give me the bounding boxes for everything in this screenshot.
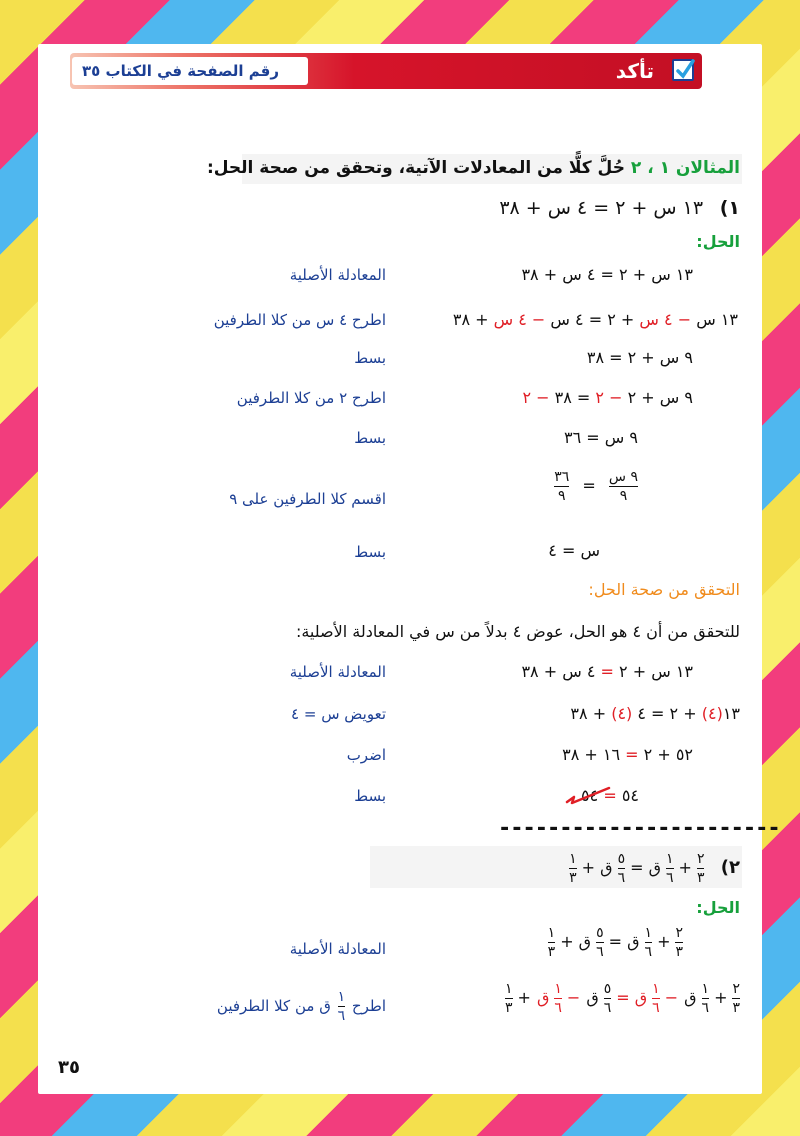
example-instruction: حُلَّ كلًّا من المعادلات الآتية، وتحقق من صحة الحل:: [206, 158, 625, 178]
note-part: اطرح: [351, 997, 386, 1015]
fraction-right: [554, 470, 569, 503]
eq-symbol: −: [664, 988, 679, 1007]
eq-part-red: − ٤ س: [493, 310, 546, 329]
check-label: التحقق من صحة الحل:: [588, 580, 740, 599]
eq-symbol: +: [714, 988, 728, 1007]
page-reference: رقم الصفحة في الكتاب ٣٥: [82, 62, 280, 80]
step-3-eq: ٩ س + ٢ = ٣٨: [586, 348, 693, 367]
fraction: [505, 982, 513, 1015]
eq-part-red: =: [600, 662, 614, 681]
denominator: ٩: [558, 488, 566, 504]
denominator: ٦: [652, 1000, 660, 1016]
fraction-bar: [702, 998, 710, 999]
denominator: ٦: [666, 870, 674, 886]
denominator: ٦: [644, 944, 653, 960]
fraction: [596, 926, 604, 959]
p2-step-2-note: [217, 990, 386, 1023]
eq-part-red: (٤): [701, 704, 723, 723]
solution-label-1: الحل:: [696, 232, 740, 251]
step-1-note: المعادلة الأصلية: [289, 266, 386, 284]
problem-2-number: ٢): [720, 857, 740, 878]
denominator: ٦: [596, 944, 604, 960]
eq-part-red: =: [625, 745, 639, 764]
fraction-bar: [554, 486, 569, 487]
check-intro: للتحقق من أن ٤ هو الحل، عوض ٤ بدلاً من س في المعادلة الأصلية:: [295, 622, 740, 641]
section-title: تأكد: [615, 59, 654, 83]
numerator: ١: [337, 989, 346, 1005]
denominator: ٦: [701, 1000, 710, 1016]
eq-symbol: ق: [586, 988, 599, 1007]
eq-symbol: ق: [536, 988, 550, 1007]
eq-part: + ٣٨: [570, 704, 612, 723]
denominator: ٦: [603, 1000, 612, 1016]
fraction-bar: [609, 486, 638, 487]
fraction: [618, 852, 626, 885]
checkmark-stroke-icon: [564, 784, 612, 806]
numerator: ١: [701, 981, 710, 997]
fraction: [675, 926, 683, 959]
fraction: [548, 926, 556, 959]
eq-part: ١٣ س: [691, 310, 738, 329]
section-header: [70, 53, 702, 89]
fraction: [645, 926, 653, 959]
fraction-bar: [732, 998, 740, 999]
numerator: ١: [652, 981, 660, 997]
denominator: ٣: [696, 870, 705, 886]
problem-2-equation: [567, 851, 706, 886]
eq-symbol: ق =: [608, 932, 640, 951]
eq-part: ١٦ + ٣٨: [562, 745, 626, 764]
checkbox-icon: [672, 59, 694, 81]
fraction-1-6: [338, 990, 346, 1023]
denominator: ٣: [675, 944, 683, 960]
eq-symbol: ق: [684, 988, 697, 1007]
numerator: ١: [554, 981, 562, 997]
eq-symbol: −: [566, 988, 581, 1007]
fraction-bar: [338, 1006, 346, 1007]
example-label: المثالان ١ ، ٢: [630, 158, 740, 178]
numerator: ٢: [732, 981, 740, 997]
step-6-eq: $\frac{\text{٩ س}}{٩}$ = $\frac{٣٦}{٩}$: [554, 469, 638, 504]
problem-1-number: ١): [719, 197, 740, 219]
eq-symbol: +: [657, 932, 671, 951]
eq-part: ١٣: [722, 704, 740, 723]
fraction: [569, 852, 577, 885]
numerator: ١: [569, 851, 577, 867]
eq-symbol: ق =: [616, 988, 648, 1007]
numerator: ١: [644, 925, 653, 941]
solution-label-2: الحل:: [696, 898, 740, 917]
note-part: ق من كلا الطرفين: [216, 997, 331, 1015]
eq-part-red: (٤): [611, 704, 633, 723]
fraction: [702, 982, 710, 1015]
denominator: ٩: [619, 488, 628, 504]
eq-symbol: ق +: [560, 932, 592, 951]
eq-part-red: − ٢: [522, 388, 550, 407]
denominator: ٦: [554, 1000, 562, 1016]
step-5-eq: ٩ س = ٣٦: [564, 428, 638, 447]
fraction: [554, 982, 562, 1015]
problem-1-equation: ١٣ س + ٢ = ٤ س + ٣٨: [499, 197, 704, 219]
numerator: ٩ س: [608, 469, 638, 485]
fraction-bar: [604, 998, 612, 999]
eq-part: ٥٤: [616, 786, 639, 805]
problem-2: [567, 852, 740, 885]
fraction: [652, 982, 660, 1015]
numerator: ٢: [675, 925, 683, 941]
eq-part: ٩ س + ٢: [622, 388, 693, 407]
eq-part: + ٢ = ٤ س: [545, 310, 640, 329]
fraction-bar: [554, 998, 562, 999]
eq-part: + ٢ = ٤: [632, 704, 702, 723]
eq-symbol: ق +: [581, 858, 613, 877]
fraction-bar: [548, 942, 556, 943]
divider: -----------------------: [498, 816, 780, 841]
numerator: ٥: [603, 981, 612, 997]
check-3-note: اضرب: [346, 746, 386, 764]
numerator: ٢: [696, 851, 705, 867]
step-7-eq: س = ٤: [548, 541, 600, 560]
eq-part: = ٣٨: [549, 388, 596, 407]
fraction-bar: [697, 868, 705, 869]
check-1-note: المعادلة الأصلية: [289, 663, 386, 681]
eq-part: ٥٤: [581, 786, 604, 805]
denominator: ٣: [505, 1000, 513, 1016]
step-4-eq: [522, 388, 693, 407]
fraction-bar: [652, 998, 660, 999]
problem-1: [499, 197, 740, 219]
numerator: ٣٦: [554, 469, 570, 485]
eq-symbol: ق =: [630, 858, 662, 877]
p2-step-1-note: المعادلة الأصلية: [289, 940, 386, 958]
fraction: [604, 982, 612, 1015]
denominator: ٣: [569, 870, 577, 886]
fraction: [732, 982, 740, 1015]
eq-symbol: +: [678, 858, 692, 877]
numerator: ١: [547, 925, 556, 941]
check-2-eq: [570, 704, 740, 723]
eq-part: + ٣٨: [452, 310, 494, 329]
fraction: [666, 852, 674, 885]
eq-part-red: − ٤ س: [639, 310, 692, 329]
eq-part: ٤ س + ٣٨: [521, 662, 601, 681]
check-2-note: تعويض س = ٤: [291, 705, 386, 723]
fraction-bar: [675, 942, 683, 943]
fraction-bar: [666, 868, 674, 869]
denominator: ٣: [732, 1000, 740, 1016]
step-3-note: بسط: [354, 349, 386, 367]
eq-symbol: +: [517, 988, 531, 1007]
step-6-note: اقسم كلا الطرفين على ٩: [229, 490, 386, 508]
fraction-bar: [569, 868, 577, 869]
step-5-note: بسط: [354, 429, 386, 447]
p2-step-1-eq: [546, 926, 685, 959]
numerator: ١: [666, 851, 674, 867]
example-heading: [207, 158, 740, 178]
numerator: ١: [505, 981, 513, 997]
numerator: ٥: [596, 925, 604, 941]
check-4-note: بسط: [354, 787, 386, 805]
fraction-bar: [618, 868, 626, 869]
step-2-eq: [453, 310, 738, 329]
eq-part-red: − ٢: [595, 388, 623, 407]
check-1-eq: [521, 662, 693, 681]
step-7-note: بسط: [354, 543, 386, 561]
denominator: ٦: [337, 1008, 346, 1024]
denominator: ٣: [547, 944, 556, 960]
eq-part: ١٣ س + ٢: [613, 662, 693, 681]
fraction-bar: [645, 942, 653, 943]
check-3-eq: [562, 745, 693, 764]
page-number: ٣٥: [58, 1057, 80, 1078]
p2-step-2-eq: [503, 982, 742, 1015]
fraction: [697, 852, 705, 885]
denominator: ٦: [617, 870, 626, 886]
eq-part-red: =: [603, 786, 617, 805]
step-2-note: اطرح ٤ س من كلا الطرفين: [213, 311, 386, 329]
numerator: ٥: [617, 851, 626, 867]
fraction-bar: [505, 998, 513, 999]
eq-part: ٥٢ + ٢: [638, 745, 693, 764]
step-1-eq: ١٣ س + ٢ = ٤ س + ٣٨: [521, 265, 693, 284]
step-4-note: اطرح ٢ من كلا الطرفين: [236, 389, 386, 407]
fraction-left: [609, 470, 638, 503]
fraction-bar: [596, 942, 604, 943]
